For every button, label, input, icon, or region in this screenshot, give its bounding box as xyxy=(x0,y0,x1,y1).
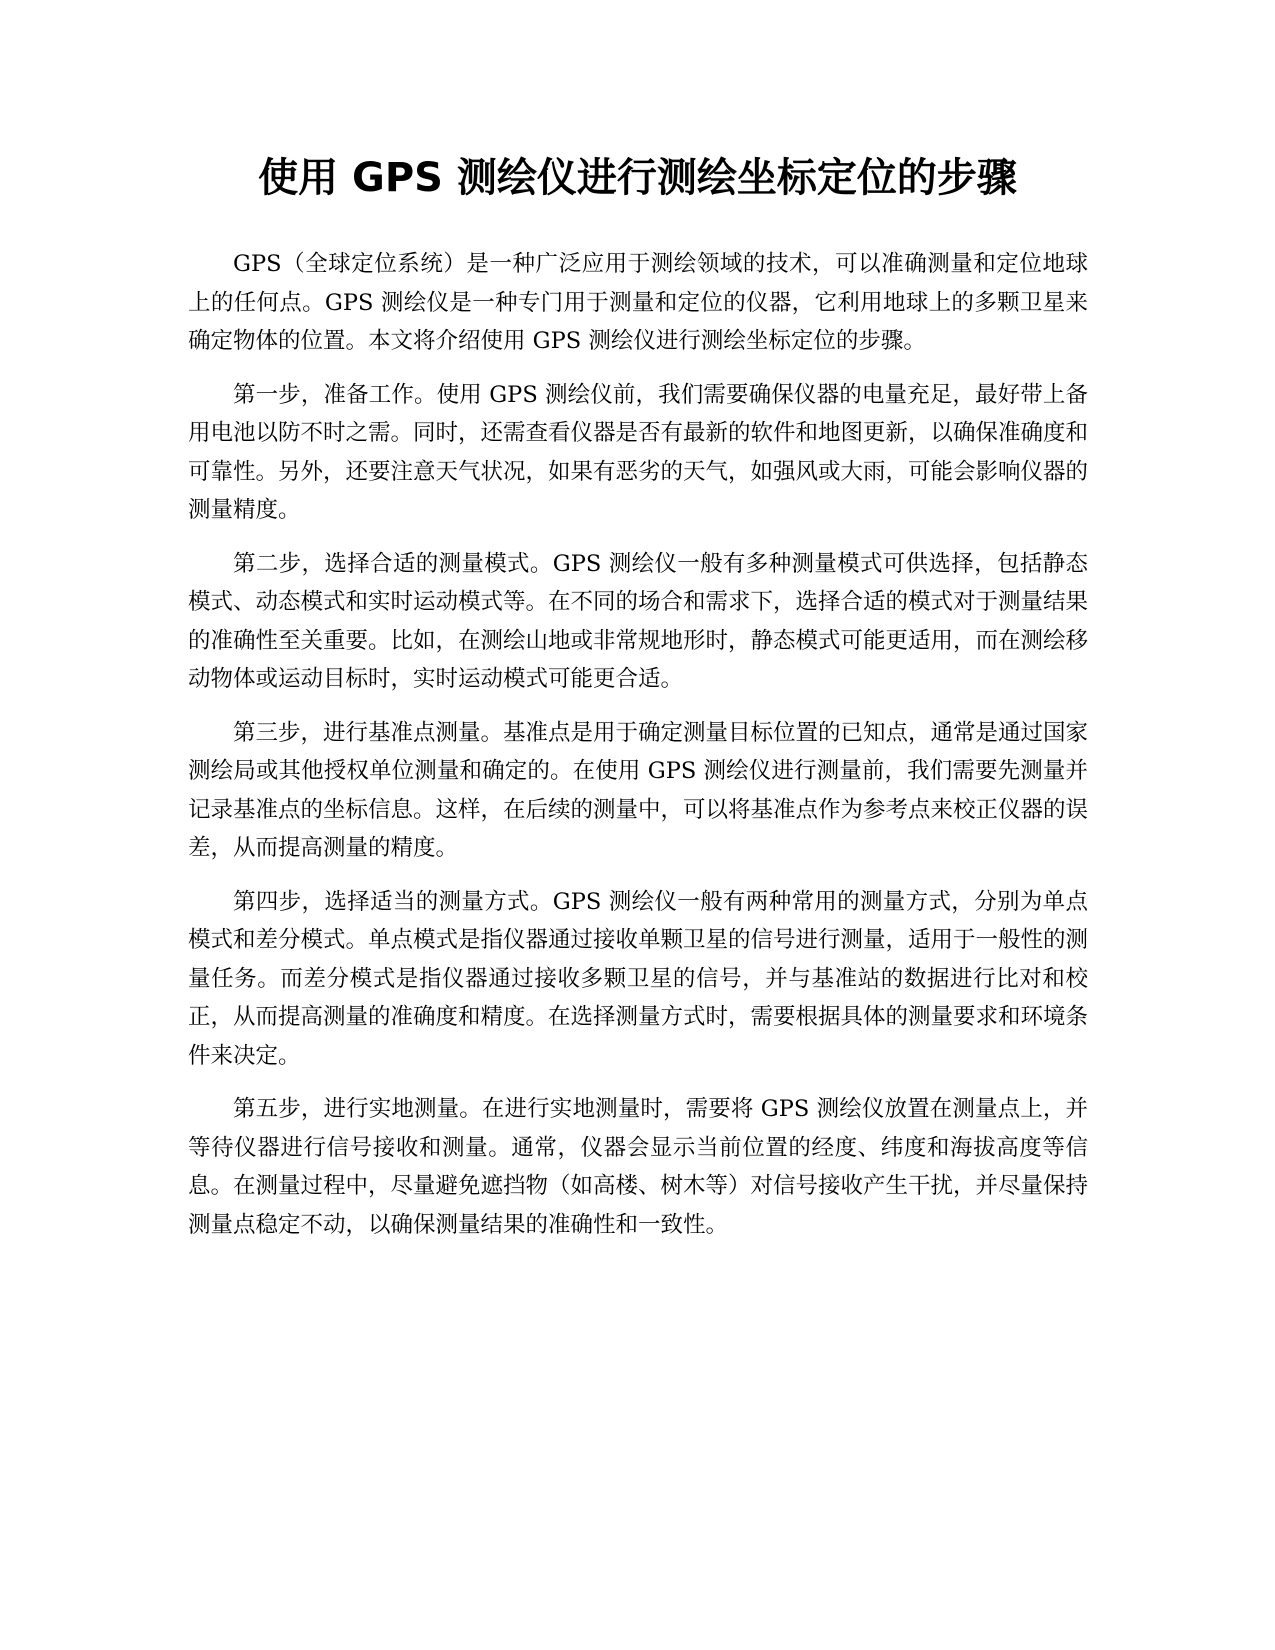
paragraph-step-2: 第二步，选择合适的测量模式。GPS 测绘仪一般有多种测量模式可供选择，包括静态模式、动态模式和实时运动模式等。在不同的场合和需求下，选择合适的模式对于测量结果的准确性至关重要。比如，在测绘山地或非常规地形时，静态模式可能更适用，而在测绘移动物体或运动目标时，实时运动模式可能更合适。 xyxy=(188,550,1089,692)
paragraph-step-4: 第四步，选择适当的测量方式。GPS 测绘仪一般有两种常用的测量方式，分别为单点模式和差分模式。单点模式是指仪器通过接收单颗卫星的信号进行测量，适用于一般性的测量任务。而差分模式是指仪器通过接收多颗卫星的信号，并与基准站的数据进行比对和校正，从而提高测量的准确度和精度。在选择测量方式时，需要根据具体的测量要求和环境条件来决定。 xyxy=(188,888,1089,1069)
paragraph-intro: GPS（全球定位系统）是一种广泛应用于测绘领域的技术，可以准确测量和定位地球上的任何点。GPS 测绘仪是一种专门用于测量和定位的仪器，它利用地球上的多颗卫星来确定物体的位置。本文将介绍使用 GPS 测绘仪进行测绘坐标定位的步骤。 xyxy=(188,251,1088,354)
document-body xyxy=(188,245,1088,1259)
paragraph-step-1: 第一步，准备工作。使用 GPS 测绘仪前，我们需要确保仪器的电量充足，最好带上备用电池以防不时之需。同时，还需查看仪器是否有最新的软件和地图更新，以确保准确度和可靠性。另外，还要注意天气状况，如果有恶劣的天气，如强风或大雨，可能会影响仪器的测量精度。 xyxy=(188,381,1089,523)
paragraph-step-5: 第五步，进行实地测量。在进行实地测量时，需要将 GPS 测绘仪放置在测量点上，并等待仪器进行信号接收和测量。通常，仪器会显示当前位置的经度、纬度和海拔高度等信息。在测量过程中，尽量避免遮挡物（如高楼、树木等）对信号接收产生干扰，并尽量保持测量点稳定不动，以确保测量结果的准确性和一致性。 xyxy=(188,1096,1089,1238)
document-title: 使用 GPS 测绘仪进行测绘坐标定位的步骤 xyxy=(258,155,1017,201)
paragraph-step-3: 第三步，进行基准点测量。基准点是用于确定测量目标位置的已知点，通常是通过国家测绘局或其他授权单位测量和确定的。在使用 GPS 测绘仪进行测量前，我们需要先测量并记录基准点的坐标信息。这样，在后续的测量中，可以将基准点作为参考点来校正仪器的误差，从而提高测量的精度。 xyxy=(188,719,1089,861)
